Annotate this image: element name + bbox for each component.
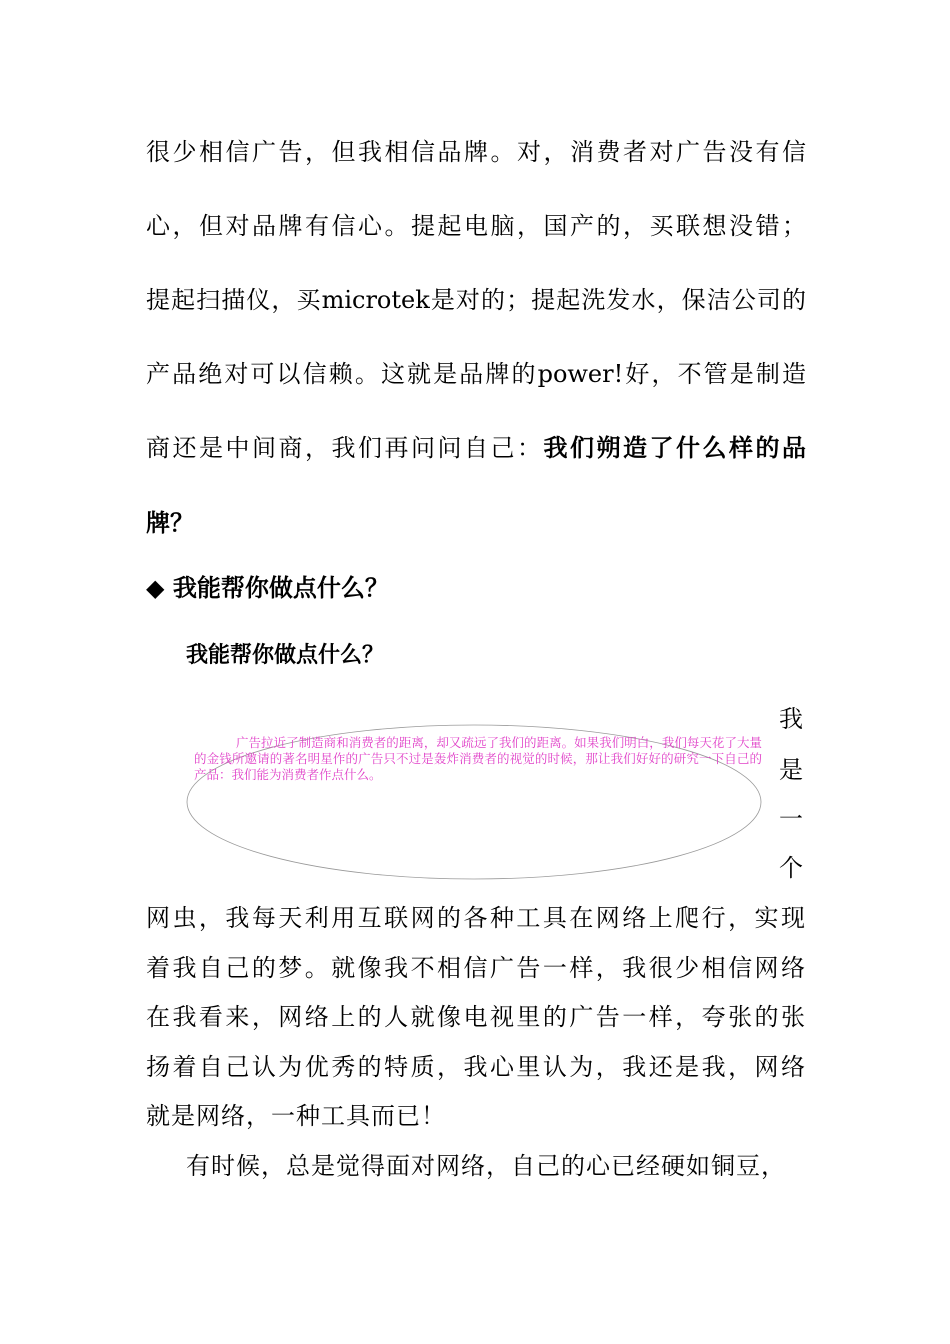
paragraph-line: 心，但对品牌有信心。提起电脑，国产的，买联想没错； [146,212,806,240]
callout-ellipse [186,724,762,880]
vertical-char: 一 [779,805,803,833]
paragraph-line [146,432,806,464]
paragraph-line: 就是网络，一种工具而已！ [146,1102,446,1130]
emphasis-text: 我们朔造了什么样的品 [543,433,806,462]
vertical-char: 我 [779,705,803,733]
section-heading-text: 我能帮你做点什么？ [172,573,389,602]
paragraph-line: 提起扫描仪，买microtek是对的；提起洗发水，保洁公司的 [146,286,806,314]
emphasis-text: 牌？ [146,508,194,537]
paragraph-line: 有时候，总是觉得面对网络，自己的心已经硬如铜豆， [186,1152,786,1180]
subheading: 我能帮你做点什么？ [186,642,385,668]
paragraph-line: 扬着自己认为优秀的特质，我心里认为，我还是我，网络 [146,1053,806,1081]
vertical-char: 个 [779,854,803,882]
diamond-bullet-icon: ◆ [146,573,165,602]
paragraph-line: 很少相信广告，但我相信品牌。对，消费者对广告没有信 [146,138,806,166]
paragraph-text: 商还是中间商，我们再问问自己： [146,434,544,462]
paragraph-line: 产品绝对可以信赖。这就是品牌的power!好，不管是制造 [146,360,806,388]
vertical-char: 是 [779,756,803,784]
callout-text: 广告拉近了制造商和消费者的距离，却又疏远了我们的距离。如果我们明白，我们每天花了大量的金钱所邀请的著名明星作的广告只不过是轰炸消费者的视觉的时候，那让我们好好的研究一下自己的产品：我们能为消费者作点什么。 [194,735,762,782]
paragraph-line: 着我自己的梦。就像我不相信广告一样，我很少相信网络 [146,954,806,982]
section-heading [146,572,389,604]
paragraph-line: 网虫，我每天利用互联网的各种工具在网络上爬行，实现 [146,904,806,932]
paragraph-line: 在我看来，网络上的人就像电视里的广告一样，夸张的张 [146,1003,806,1031]
